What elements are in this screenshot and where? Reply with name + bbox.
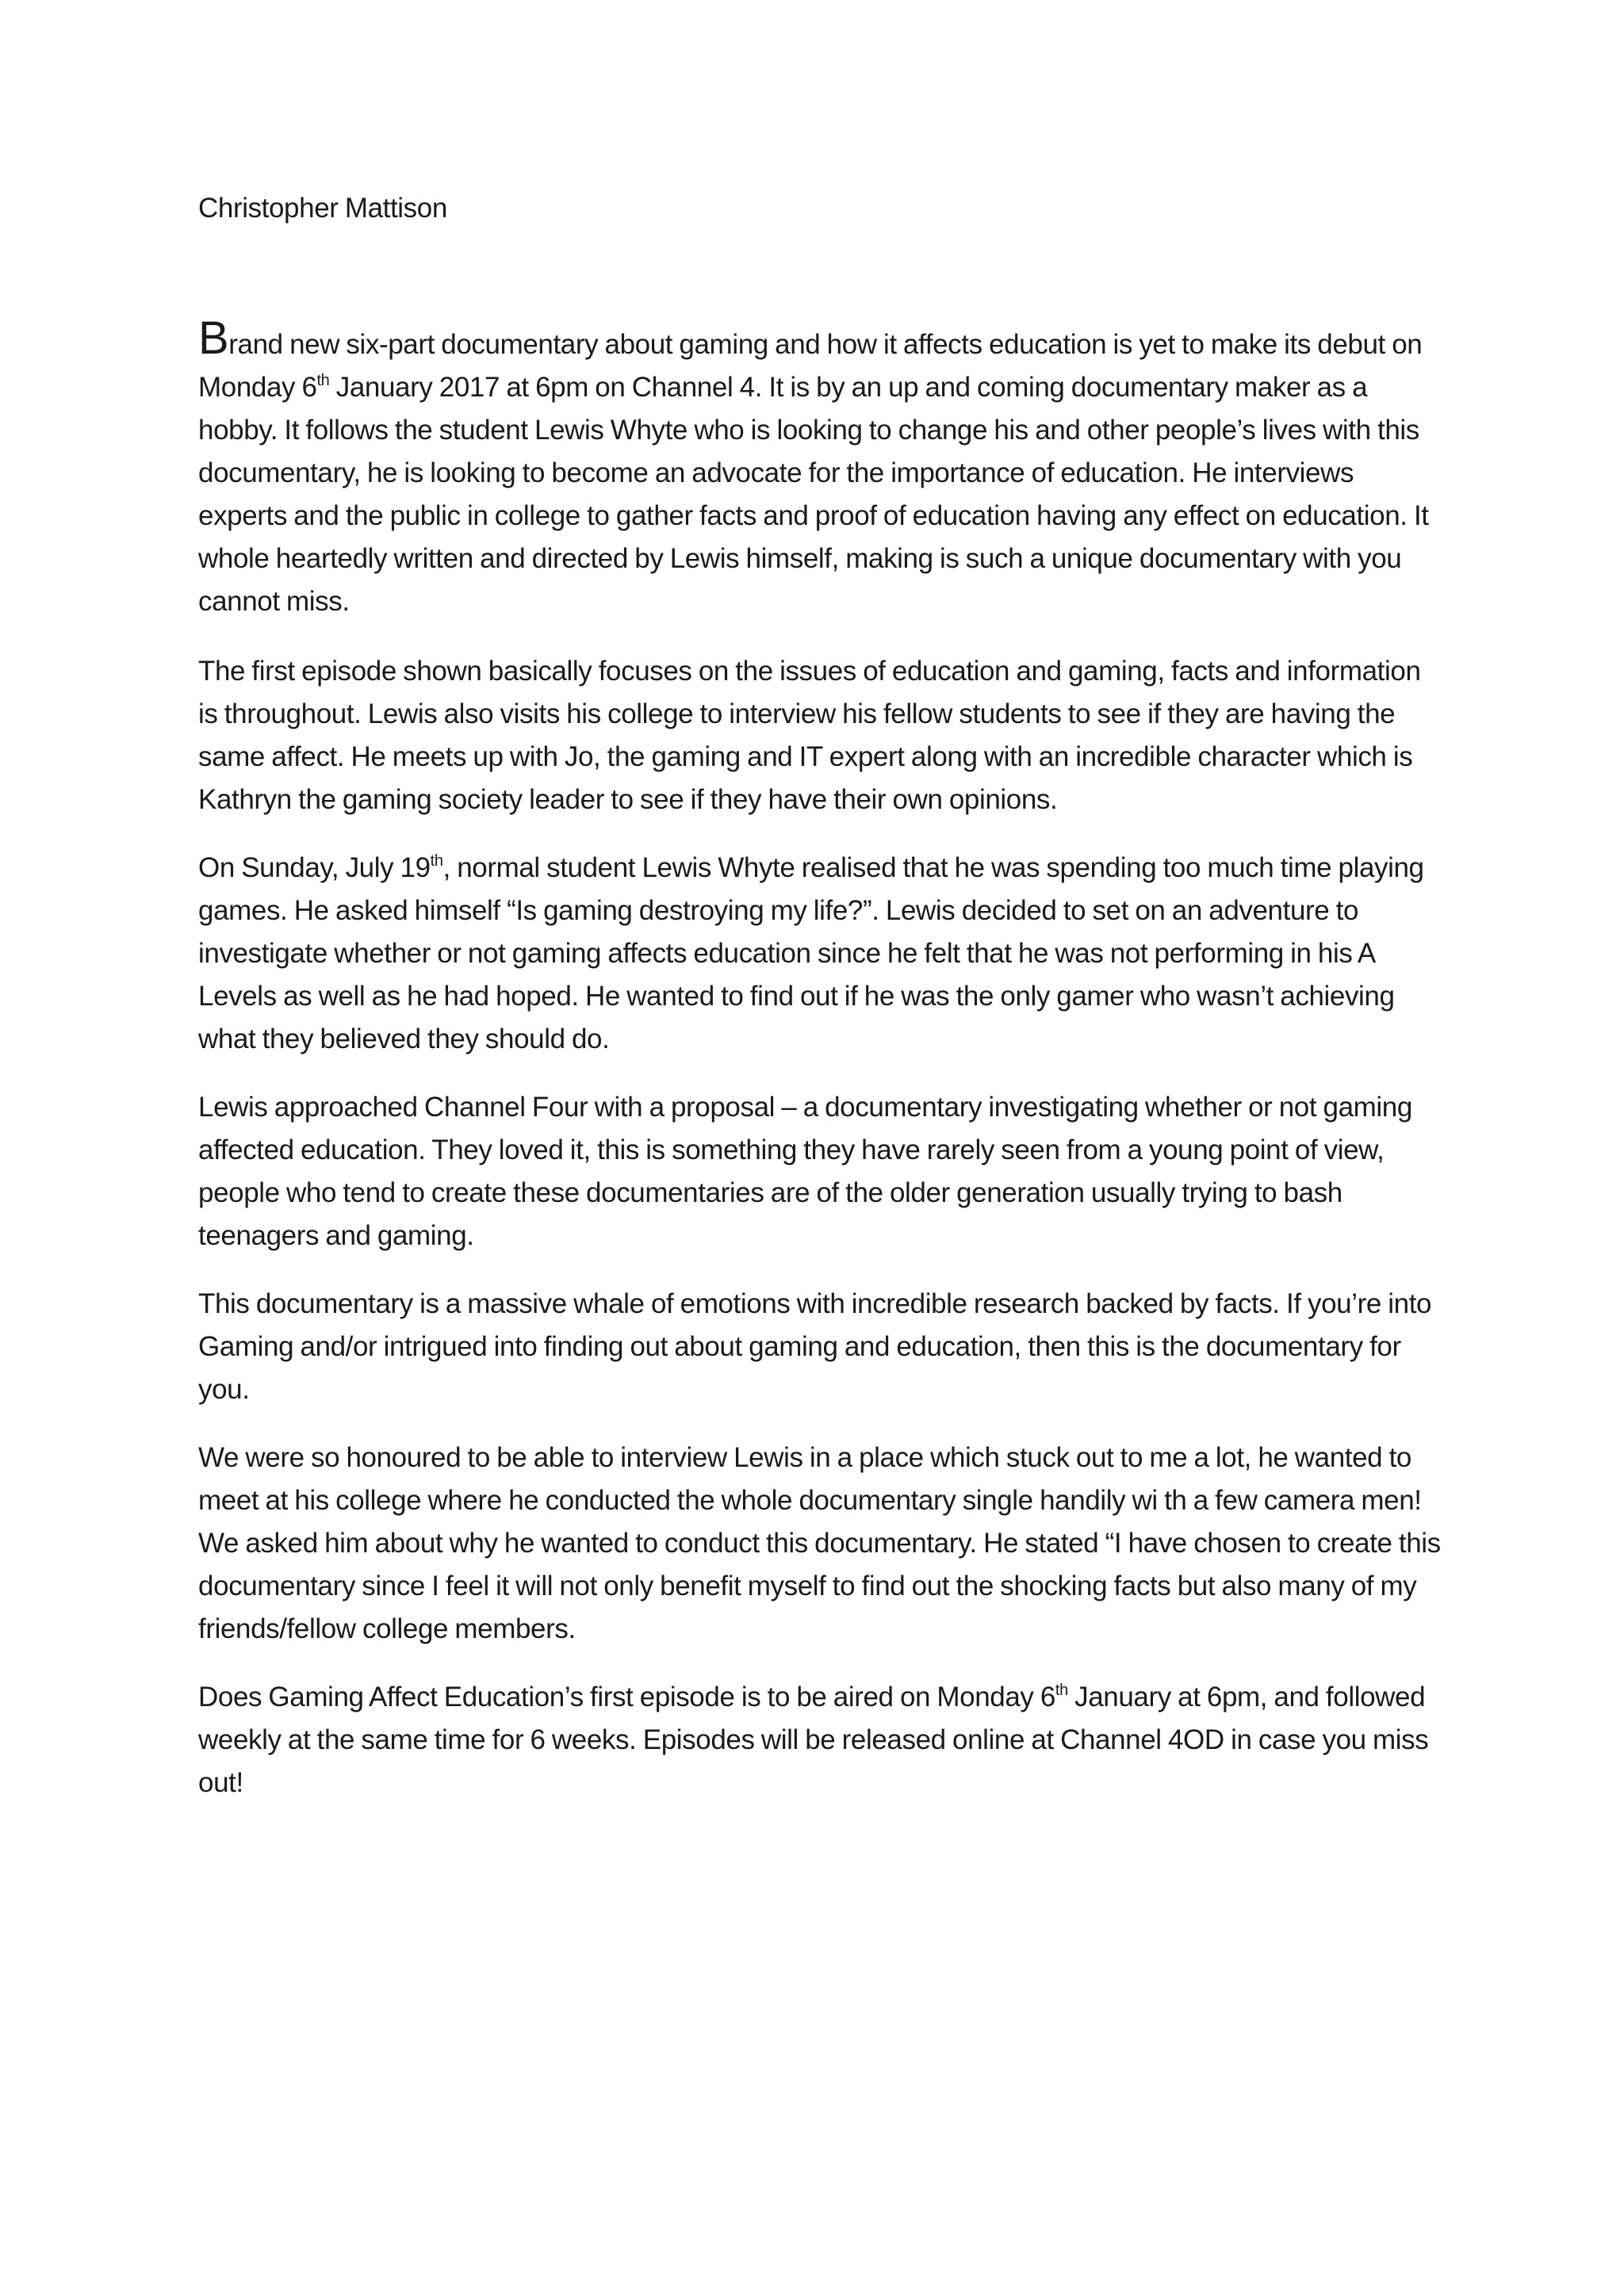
paragraph-text: , normal student Lewis Whyte realised that he was spending too much time playing games. He asked himself “Is gaming destroying my life?”. Lewis decided to set on an adventure to investigate whether or not gaming affects education since he felt that he was not performing in his A Levels as well as he had hoped. He wanted to find out if he was the only gamer who wasn’t achieving what they believed they should do. [198, 852, 1424, 1054]
paragraph-interview: We were so honoured to be able to interview Lewis in a place which stuck out to me a lot, he wanted to meet at his college where he conducted the whole documentary single handily wi th a few camera men! We asked him about why he wanted to conduct this documentary. He stated “I have chosen to create this documentary since I feel it will not only benefit myself to find out the shocking facts but also many of my friends/fellow college members. [198, 1442, 1441, 1644]
ordinal-suffix: th [316, 372, 330, 389]
drop-cap: B [198, 312, 229, 364]
paragraph-text: January 2017 at 6pm on Channel 4. It is by an up and coming documentary maker as a hobby. It follows the student Lewis Whyte who is looking to change his and other people’s lives with this documentary, he is looking to become an advocate for the importance of education. He interviews experts and the public in college to gather facts and proof of education having any effect on education. It whole heartedly written and directed by Lewis himself, making is such a unique documentary with you cannot miss. [198, 372, 1429, 617]
paragraph-intro [198, 312, 1445, 623]
paragraph-background [198, 847, 1445, 1061]
ordinal-suffix: th [430, 852, 443, 870]
paragraph-text: On Sunday, July 19 [198, 852, 431, 883]
paragraph-schedule [198, 1676, 1445, 1804]
paragraph-recommendation: This documentary is a massive whale of emotions with incredible research backed by facts. If you’re into Gaming and/or intrigued into finding out about gaming and education, then this is the documentary for you. [198, 1288, 1432, 1405]
paragraph-text: rand new six-part documentary about gaming and how it affects education is yet to make its debut on Monday 6 [198, 329, 1423, 403]
paragraph-first-episode: The first episode shown basically focuses on the issues of education and gaming, facts and information is throughout. Lewis also visits his college to interview his fellow students to see if they are having the same affect. He meets up with Jo, the gaming and IT expert along with an incredible character which is Kathryn the gaming society leader to see if they have their own opinions. [198, 656, 1421, 815]
document-body [198, 187, 1445, 1830]
paragraph-proposal: Lewis approached Channel Four with a proposal – a documentary investigating whether or not gaming affected education. They loved it, this is something they have rarely seen from a young point of view, people who tend to create these documentaries are of the older generation usually trying to bash teenagers and gaming. [198, 1092, 1412, 1251]
ordinal-suffix: th [1055, 1682, 1068, 1699]
paragraph-text: January at 6pm, and followed weekly at the same time for 6 weeks. Episodes will be released online at Channel 4OD in case you miss out! [198, 1682, 1429, 1798]
paragraph-text: Does Gaming Affect Education’s first episode is to be aired on Monday 6 [198, 1682, 1055, 1712]
author-name: Christopher Mattison [198, 193, 447, 224]
